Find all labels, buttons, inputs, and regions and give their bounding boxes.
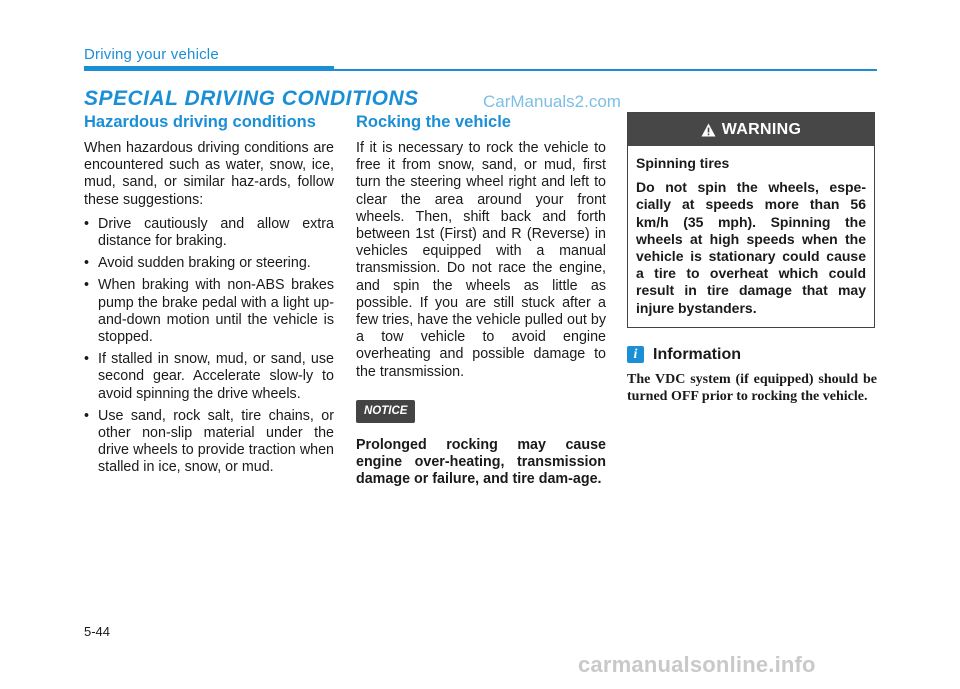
header-rule-thick — [84, 66, 334, 71]
watermark-top[interactable]: CarManuals2.com — [483, 92, 621, 111]
list-item: • Use sand, rock salt, tire chains, or other non-slip material under the drive wheels to provide traction when stalled in ice, snow, or mud. — [84, 408, 334, 477]
warning-header — [628, 113, 874, 146]
notice-text: Prolonged rocking may cause engine over-heating, transmission damage or failure, and tire dam-age. — [356, 437, 606, 488]
warning-title: Spinning tires — [636, 155, 730, 171]
section-title: SPECIAL DRIVING CONDITIONS — [84, 87, 419, 110]
page-number: 5-44 — [84, 624, 111, 639]
warning-box — [627, 112, 875, 328]
column-warning-info — [627, 112, 877, 405]
chapter-header: Driving your vehicle — [84, 46, 219, 63]
header-rule-thin — [334, 69, 877, 71]
hazardous-heading: Hazardous driving conditions — [84, 113, 316, 131]
hazardous-intro: When hazardous driving conditions are encountered such as water, snow, ice, mud, sand, or similar haz-ards, follow these suggestions: — [84, 140, 334, 208]
list-item: • Drive cautiously and allow extra distance for braking. — [84, 216, 334, 250]
information-text: The VDC system (if equipped) should be turned OFF prior to rocking the vehicle. — [627, 372, 877, 405]
rocking-heading: Rocking the vehicle — [356, 113, 511, 131]
information-label: Information — [653, 345, 741, 363]
list-item: • Avoid sudden braking or steering. — [84, 255, 334, 272]
hazardous-list — [84, 216, 334, 477]
list-item: • If stalled in snow, mud, or sand, use second gear. Accelerate slow-ly to avoid spinning the drive wheels. — [84, 351, 334, 403]
column-rocking — [356, 112, 606, 489]
notice-badge: NOTICE — [356, 400, 415, 423]
warning-text: Do not spin the wheels, espe-cially at speeds more than 56 km/h (35 mph). Spinning the wheels at high speeds when the vehicle is stationary could cause a tire to overheat which could result in tire damage that may injure bystanders. — [636, 179, 866, 316]
information-header — [627, 346, 877, 363]
warning-triangle-icon — [701, 123, 716, 137]
list-item: • When braking with non-ABS brakes pump the brake pedal with a light up-and-down motion until the vehicle is stopped. — [84, 277, 334, 346]
info-icon: i — [627, 346, 644, 363]
watermark-bottom[interactable]: carmanualsonline.info — [578, 652, 816, 677]
column-hazardous — [84, 112, 334, 482]
warning-body — [628, 146, 874, 327]
warning-label: WARNING — [721, 120, 802, 138]
rocking-body: If it is necessary to rock the vehicle to free it from snow, sand, or mud, first turn the steering wheel right and left to clear the area around your front wheels. Then, shift back and forth between 1st (First) and R (Reverse) in vehicles equipped with a manual transmission. Do not race the engine, and spin the wheels as little as possible. If you are still stuck after a few tries, have the vehicle pulled out by a tow vehicle to avoid engine overheating and possible damage to the transmission. — [356, 140, 606, 380]
